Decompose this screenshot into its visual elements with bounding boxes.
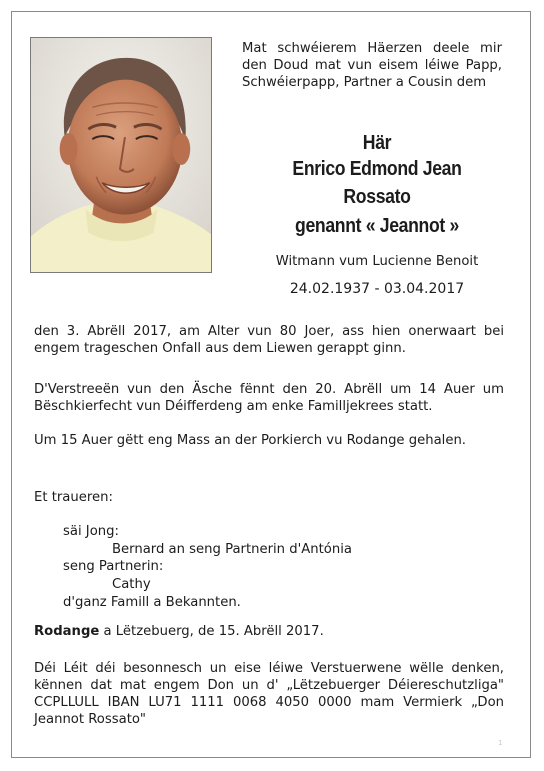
deceased-nickname: genannt « Jeannot » [295, 214, 459, 237]
portrait-photo [30, 37, 212, 273]
place-date-line [34, 623, 324, 640]
mourners-heading: Et traueren: [34, 490, 113, 505]
intro-text: Mat schwéierem Häerzen deele mir den Doud mat vun eisem léiwe Papp, Schwéierpapp, Partner a Cousin dem [242, 41, 502, 90]
life-dates: 24.02.1937 - 03.04.2017 [289, 281, 465, 297]
place-date: a Lëtzebuerg, de 15. Abrëll 2017. [99, 624, 324, 639]
honorific-title: Här [362, 131, 392, 154]
place-name: Rodange [34, 624, 100, 639]
deceased-surname: Rossato [343, 185, 411, 208]
mass-paragraph: Um 15 Auer gëtt eng Mass an der Porkierch vu Rodange gehalen. [34, 433, 466, 448]
son-name: Bernard an seng Partnerin d'Antónia [112, 542, 352, 557]
partner-name: Cathy [112, 577, 151, 592]
death-paragraph: den 3. Abrëll 2017, am Alter vun 80 Joer, ass hien onerwaart bei engem trageschen Onfall aus dem Liewen gerappt ginn. [34, 324, 504, 356]
corner-mark: 1 [498, 739, 503, 747]
family-line: d'ganz Famill a Bekannten. [63, 595, 241, 610]
widower-line: Witmann vum Lucienne Benoit [275, 254, 479, 269]
ashes-paragraph: D'Verstreeën vun den Äsche fënnt den 20. Abrëll um 14 Auer um Bëschkierfecht vun Déifferdeng am enke Familljekrees statt. [34, 382, 504, 414]
partner-label: seng Partnerin: [63, 559, 164, 574]
son-label: säi Jong: [63, 524, 119, 539]
deceased-name: Enrico Edmond Jean [292, 157, 462, 180]
donation-paragraph: Déi Léit déi besonnesch un eise léiwe Verstuerwene wëlle denken, kënnen dat mat engem Don un d' „Lëtzebuerger Déiereschutzliga" CCPLLULL IBAN LU71 1111 0068 4050 0000 mam Vermierk „Don Jeannot Rossato" [34, 661, 504, 727]
